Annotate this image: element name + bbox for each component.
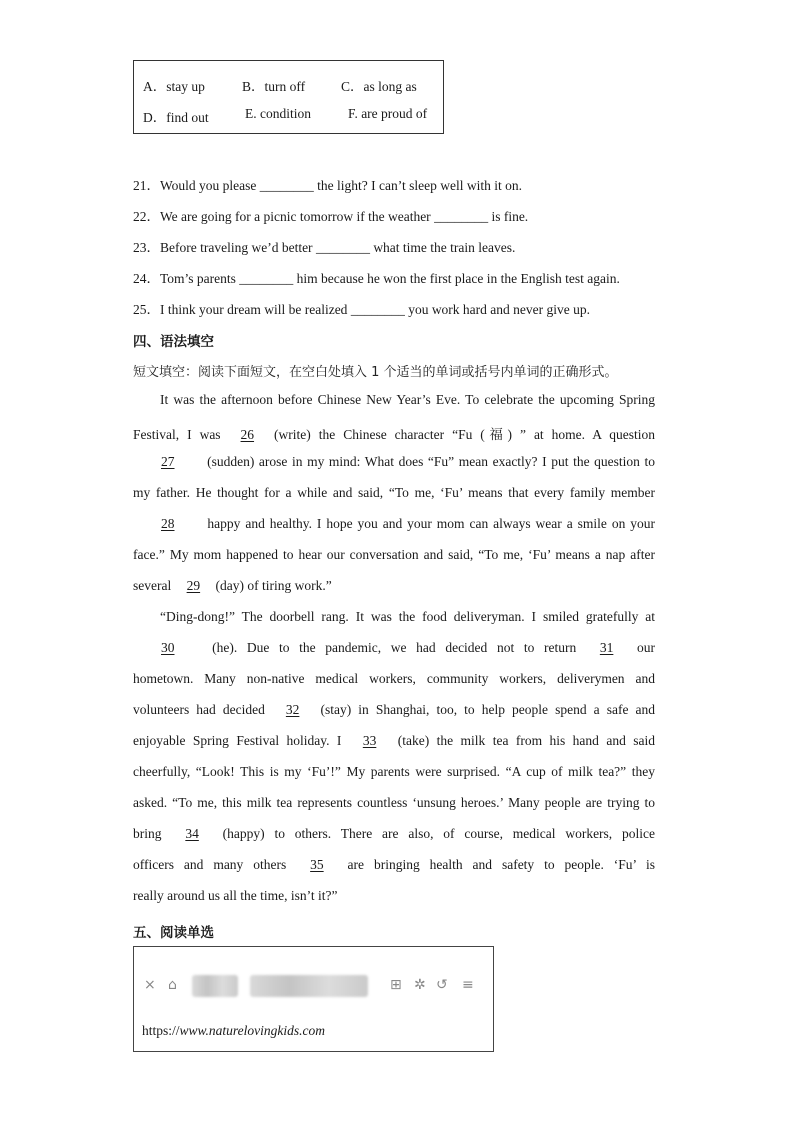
question-21: 21．Would you please ________ the light? I can’t sleep well with it on. (133, 178, 522, 193)
option-a: A．stay up (143, 79, 205, 94)
passage-line: It was the afternoon before Chinese New Year’s Eve. To celebrate the upcoming Spring (160, 392, 655, 407)
option-d: D．find out (143, 110, 209, 125)
answer-blank-23[interactable]: ________ (315, 240, 370, 255)
question-23: 23．Before traveling we’d better ________ what time the train leaves. (133, 240, 516, 255)
passage-line: volunteers had decided 32 (stay) in Shanghai, too, to help people spend a safe and (133, 702, 655, 717)
home-icon[interactable]: ⌂ (168, 977, 177, 993)
passage-line: 30 (he). Due to the pandemic, we had decided not to return 31 our (133, 640, 655, 656)
option-b: B．turn off (242, 79, 306, 94)
passage-line: 27 (sudden) arose in my mind: What does “Fu” mean exactly? I put the question to (133, 454, 655, 470)
undo-icon[interactable]: ↺ (436, 977, 448, 993)
blank-27[interactable]: 27 (161, 454, 175, 469)
answer-blank-24[interactable]: ________ (239, 271, 294, 286)
passage-line: really around us all the time, isn’t it?” (133, 888, 338, 903)
passage-line: bring 34 (happy) to others. There are also, of course, medical workers, police (133, 826, 655, 841)
answer-blank-22[interactable]: ________ (434, 209, 489, 224)
blank-32[interactable]: 32 (285, 702, 300, 717)
passage-line: “Ding-dong!” The doorbell rang. It was the food deliveryman. I smiled gratefully at (160, 609, 655, 624)
browser-toolbar (142, 973, 482, 999)
passage-line: enjoyable Spring Festival holiday. I 33 (take) the milk tea from his hand and said (133, 733, 656, 748)
grid-icon[interactable]: ⊞ (390, 977, 402, 993)
passage-line: asked. “To me, this milk tea represents countless ‘unsung heroes.’ Many people are trying to (133, 795, 655, 810)
section-4-heading: 四、语法填空 (133, 334, 214, 350)
website-url[interactable]: https://www.naturelovingkids.com (142, 1023, 326, 1038)
blank-31[interactable]: 31 (599, 640, 614, 655)
passage-line: hometown. Many non-native medical workers, community workers, deliverymen and (133, 671, 655, 686)
blank-33[interactable]: 33 (362, 733, 377, 748)
blurred-tab (192, 975, 238, 997)
passage-line: 28 happy and healthy. I hope you and your mom can always wear a smile on your (133, 516, 655, 532)
close-icon[interactable]: × (144, 977, 156, 993)
answer-blank-21[interactable]: ________ (259, 178, 314, 193)
option-e: E. condition (245, 106, 311, 121)
question-22: 22．We are going for a picnic tomorrow if the weather ________ is fine. (133, 209, 529, 224)
word-bank-box (133, 60, 444, 134)
section-5-heading: 五、阅读单选 (133, 925, 214, 941)
answer-blank-25[interactable]: ________ (350, 302, 405, 317)
blank-34[interactable]: 34 (185, 826, 199, 841)
passage-line: cheerfully, “Look! This is my ‘Fu’!” My parents were surprised. “A cup of milk tea?” they (133, 764, 655, 779)
passage-line: officers and many others 35 are bringing health and safety to people. ‘Fu’ is (133, 857, 655, 872)
passage-line: face.” My mom happened to hear our conversation and said, “To me, ‘Fu’ means a nap after (133, 547, 655, 562)
blank-35[interactable]: 35 (310, 857, 324, 872)
passage-line: Festival, I was 26 (write) the Chinese character “Fu (福) ” at home. A question (133, 427, 655, 442)
passage-line: my father. He thought for a while and said, “To me, ‘Fu’ means that every family member (133, 485, 655, 500)
blank-29[interactable]: 29 (186, 578, 201, 593)
menu-icon[interactable]: ≡ (462, 977, 474, 993)
question-24: 24．Tom’s parents ________ him because he won the first place in the English test again. (133, 271, 620, 286)
browser-screenshot (133, 946, 494, 1052)
passage-line: several 29 (day) of tiring work.” (133, 578, 332, 593)
blank-26[interactable]: 26 (240, 427, 255, 442)
option-f: F. are proud of (348, 106, 428, 121)
option-c: C．as long as (341, 79, 417, 94)
section-4-instruction: 短文填空：阅读下面短文，在空白处填入 1 个适当的单词或括号内单词的正确形式。 (133, 365, 618, 380)
blurred-address-bar (250, 975, 368, 997)
gear-icon[interactable]: ✲ (414, 977, 426, 993)
blank-28[interactable]: 28 (161, 516, 175, 531)
question-25: 25．I think your dream will be realized ________ you work hard and never give up. (133, 302, 591, 317)
blank-30[interactable]: 30 (161, 640, 175, 655)
